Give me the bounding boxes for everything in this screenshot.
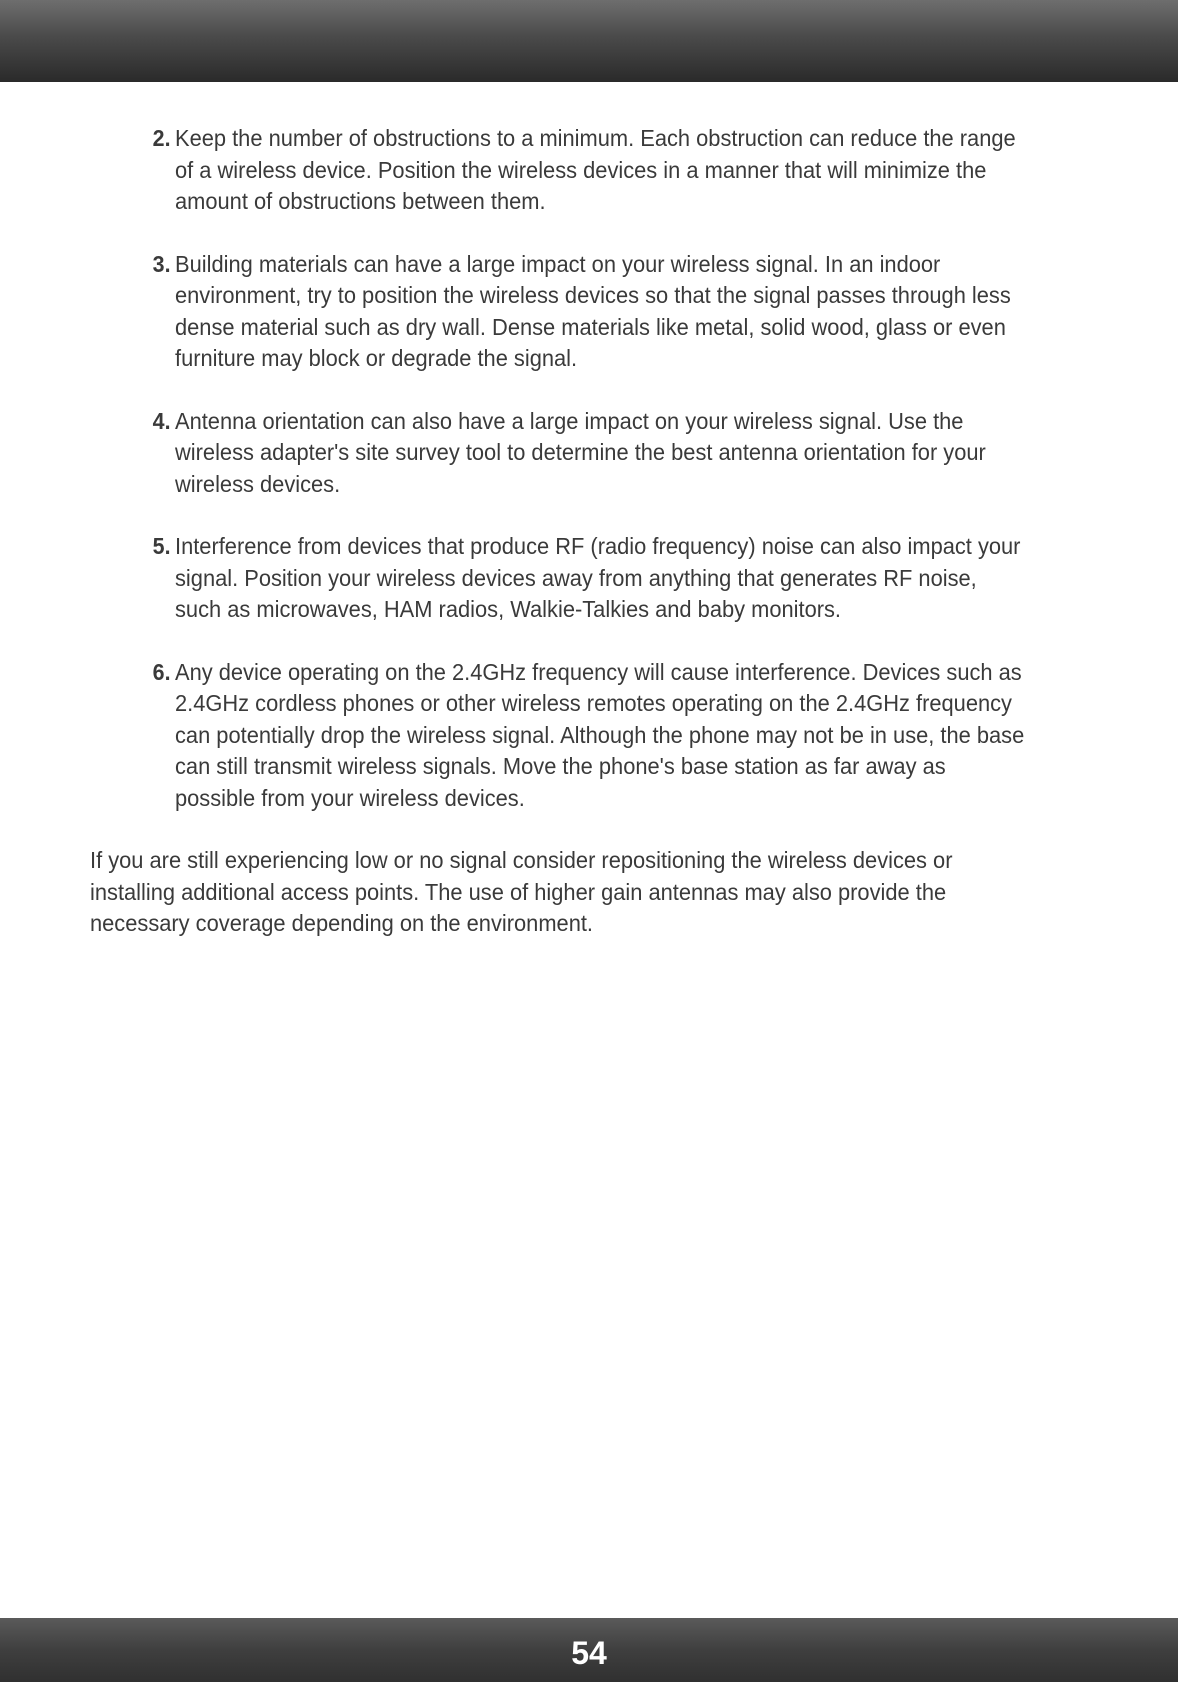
list-item <box>152 531 1026 626</box>
footer-band <box>0 1618 1178 1682</box>
list-item-number: 4. <box>152 407 171 434</box>
list-item-text: Interference from devices that produce RF (radio frequency) noise can also impact your signal. Position your wireless devices away from anything that generates RF noise, such as microwaves, HAM radios, Walkie-Talkies and baby monitors. <box>175 533 1021 622</box>
header-band <box>0 0 1178 82</box>
list-item <box>152 123 1026 218</box>
list-item-number: 3. <box>152 250 171 277</box>
list-item-text: Building materials can have a large impact on your wireless signal. In an indoor environment, try to position the wireless devices so that the signal passes through less dense material such as dry wall. Dense materials like metal, solid wood, glass or even furniture may block or degrade the signal. <box>175 250 1011 371</box>
list-item-number: 6. <box>152 658 171 685</box>
list-item-number: 5. <box>152 533 171 559</box>
list-item-text: Keep the number of obstructions to a minimum. Each obstruction can reduce the range of a wireless device. Position the wireless devices in a manner that will minimize the amount of obstructions between them. <box>175 125 1016 214</box>
closing-paragraph: If you are still experiencing low or no signal consider repositioning the wireless devices or installing additional access points. The use of higher gain antennas may also provide the necessary coverage depending on the environment. <box>90 847 953 936</box>
list-item-number: 2. <box>152 125 171 151</box>
page-content <box>0 123 1178 940</box>
page-number: 54 <box>571 1635 607 1671</box>
list-item <box>152 249 1026 375</box>
list-item-text: Antenna orientation can also have a large impact on your wireless signal. Use the wireless adapter's site survey tool to determine the best antenna orientation for your wireless devices. <box>175 407 986 497</box>
list-item <box>152 657 1026 815</box>
list-item <box>152 406 1026 501</box>
list-item-text: Any device operating on the 2.4GHz frequency will cause interference. Devices such as 2.4GHz cordless phones or other wireless remotes operating on the 2.4GHz frequency can potentially drop the wireless signal. Although the phone may not be in use, the base can still transmit wireless signals. Move the phone's base station as far away as possible from your wireless devices. <box>175 658 1025 811</box>
